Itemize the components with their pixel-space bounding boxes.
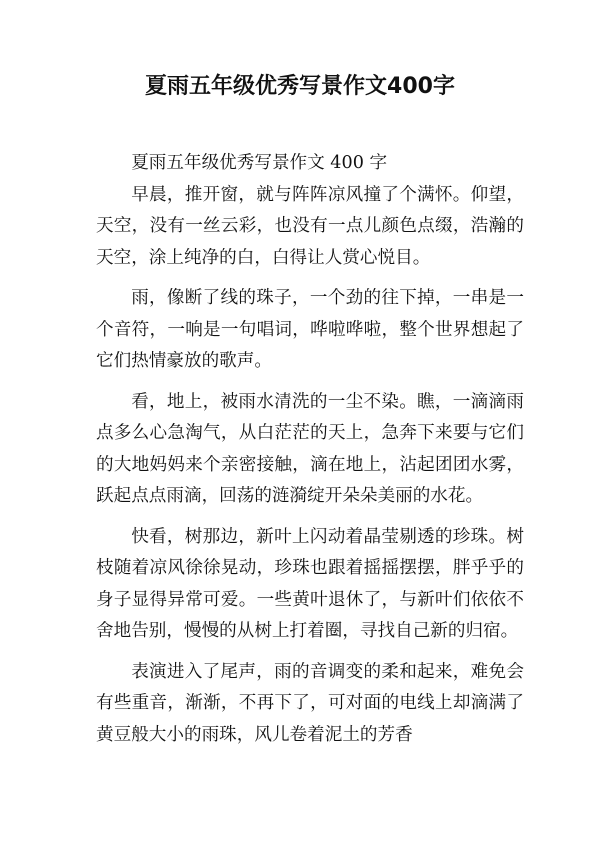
document-title: 夏雨五年级优秀写景作文400字 — [145, 74, 455, 99]
paragraph: 表演进入了尾声，雨的音调变的柔和起来，难免会有些重音，渐渐，不再下了，可对面的电线上却滴满了黄豆般大小的雨珠，风儿卷着泥土的芳香 — [96, 661, 524, 745]
document-subtitle: 夏雨五年级优秀写景作文 400 字 — [131, 153, 388, 173]
document-body — [96, 148, 524, 760]
paragraph: 看，地上，被雨水清洗的一尘不染。瞧，一滴滴雨点多么心急淘气，从白茫茫的天上，急奔下来要与它们的大地妈妈来个亲密接触，滴在地上，沾起团团水雾，跃起点点雨滴，回荡的涟漪绽开朵朵美丽的水花。 — [96, 391, 524, 506]
paragraph: 快看，树那边，新叶上闪动着晶莹剔透的珍珠。树枝随着凉风徐徐晃动，珍珠也跟着摇摇摆摆，胖乎乎的身子显得异常可爱。一些黄叶退休了，与新叶们依依不舍地告别，慢慢的从树上打着圈，寻找自己新的归宿。 — [96, 526, 524, 641]
paragraph: 雨，像断了线的珠子，一个劲的往下掉，一串是一个音符，一响是一句唱词，哗啦哗啦，整个世界想起了它们热情豪放的歌声。 — [96, 288, 524, 371]
paragraph: 早晨，推开窗，就与阵阵凉风撞了个满怀。仰望，天空，没有一丝云彩，也没有一点儿颜色点缀，浩瀚的天空，涂上纯净的白，白得让人赏心悦目。 — [96, 184, 524, 268]
